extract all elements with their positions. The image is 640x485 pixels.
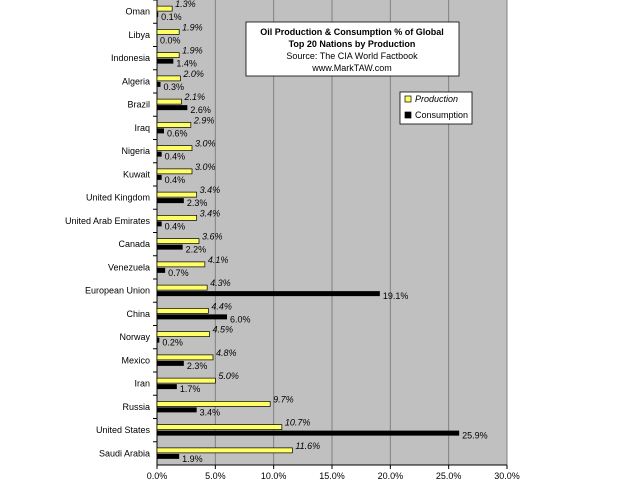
legend-label: Production [415,94,459,104]
x-tick-label: 0.0% [146,471,168,480]
category-label: Indonesia [110,53,150,64]
consumption-bar [157,175,162,180]
production-bar [157,53,179,58]
consumption-value-label: 2.6% [190,105,211,116]
category-label: China [126,308,150,319]
consumption-bar [157,59,173,64]
chart-title: Oil Production & Consumption % of Global [260,27,444,37]
consumption-value-label: 25.9% [462,430,488,441]
consumption-bar [157,407,197,412]
consumption-bar [157,12,158,17]
consumption-bar [157,291,380,296]
chart-subtitle-line: Top 20 Nations by Production [288,39,416,49]
production-bar [157,425,282,430]
production-value-label: 9.7% [273,394,294,405]
consumption-value-label: 0.1% [161,12,182,23]
production-bar [157,192,197,197]
category-label: Russia [122,401,150,412]
consumption-value-label: 0.2% [162,337,183,348]
production-value-label: 5.0% [218,371,239,382]
production-bar [157,122,191,127]
production-value-label: 2.9% [193,115,215,126]
consumption-value-label: 1.9% [182,453,203,464]
category-label: United States [95,425,150,436]
production-bar [157,285,207,290]
production-bar [157,146,192,151]
category-label: Venezuela [107,262,150,273]
production-value-label: 10.7% [284,417,311,428]
production-bar [157,308,208,313]
production-value-label: 4.4% [211,301,232,312]
category-label: Canada [118,239,150,250]
chart-subtitle-line: Source: The CIA World Factbook [286,51,418,61]
consumption-value-label: 0.4% [164,151,186,162]
production-bar [157,401,270,406]
consumption-bar [157,128,164,133]
legend-swatch [405,112,411,118]
consumption-bar [157,221,162,226]
production-value-label: 1.3% [175,0,196,10]
production-value-label: 3.0% [195,161,216,172]
production-bar [157,378,215,383]
category-label: Iran [134,378,150,389]
category-label: United Kingdom [85,192,150,203]
category-label: Oman [125,6,150,17]
x-tick-label: 20.0% [377,471,404,480]
production-bar [157,99,182,104]
production-bar [157,169,192,174]
consumption-bar [157,268,165,273]
production-value-label: 1.9% [182,45,203,56]
x-tick-label: 5.0% [205,471,226,480]
production-value-label: 4.8% [216,347,237,358]
x-tick-label: 10.0% [260,471,287,480]
consumption-bar [157,384,177,389]
production-value-label: 4.1% [207,254,229,265]
legend-swatch [405,96,411,102]
production-value-label: 3.6% [202,231,223,242]
consumption-value-label: 0.6% [167,128,188,139]
production-bar [157,76,180,81]
chart-subtitle-line: www.MarkTAW.com [312,63,392,73]
production-value-label: 11.6% [295,440,321,451]
production-bar [157,448,292,453]
production-value-label: 3.4% [199,185,221,196]
consumption-value-label: 1.7% [179,384,201,395]
consumption-bar [157,431,459,436]
x-tick-label: 25.0% [435,471,462,480]
production-value-label: 4.3% [210,278,231,289]
production-bar [157,262,205,267]
consumption-bar [157,361,184,366]
category-label: Kuwait [122,169,150,180]
category-label: United Arab Emirates [64,215,150,226]
consumption-bar [157,314,227,319]
production-value-label: 3.0% [195,138,216,149]
x-tick-label: 15.0% [319,471,345,480]
consumption-bar [157,152,162,157]
production-bar [157,332,210,337]
consumption-value-label: 0.7% [168,267,189,278]
category-label: Saudi Arabia [98,448,150,459]
consumption-bar [157,198,184,203]
production-value-label: 2.0% [183,68,204,79]
consumption-bar [157,105,187,110]
consumption-value-label: 2.2% [185,244,207,255]
category-label: Brazil [127,99,150,110]
category-label: Iraq [134,122,150,133]
production-value-label: 2.1% [184,92,206,103]
consumption-value-label: 1.4% [176,58,197,69]
consumption-bar [157,35,158,40]
production-value-label: 1.9% [182,22,203,33]
consumption-value-label: 2.3% [186,360,208,371]
category-label: Libya [128,29,150,40]
category-label: Norway [119,332,150,343]
category-label: Algeria [121,76,150,87]
production-value-label: 3.4% [199,208,221,219]
production-bar [157,355,213,360]
consumption-value-label: 6.0% [230,314,251,325]
consumption-bar [157,82,161,87]
consumption-bar [157,338,159,343]
production-value-label: 4.5% [212,324,234,335]
consumption-value-label: 0.0% [160,35,181,46]
consumption-value-label: 3.4% [199,407,221,418]
x-tick-label: 30.0% [494,471,520,480]
production-bar [157,215,197,220]
category-label: Nigeria [121,146,150,157]
consumption-value-label: 19.1% [382,291,409,302]
production-bar [157,29,179,34]
consumption-value-label: 0.4% [164,174,186,185]
category-label: European Union [84,285,150,296]
consumption-value-label: 0.4% [164,221,186,232]
consumption-bar [157,245,183,250]
consumption-value-label: 0.3% [163,81,185,92]
category-label: Mexico [121,355,150,366]
production-bar [157,239,199,244]
legend-label: Consumption [415,110,469,120]
production-bar [157,6,172,11]
consumption-value-label: 2.3% [186,198,208,209]
consumption-bar [157,454,179,459]
